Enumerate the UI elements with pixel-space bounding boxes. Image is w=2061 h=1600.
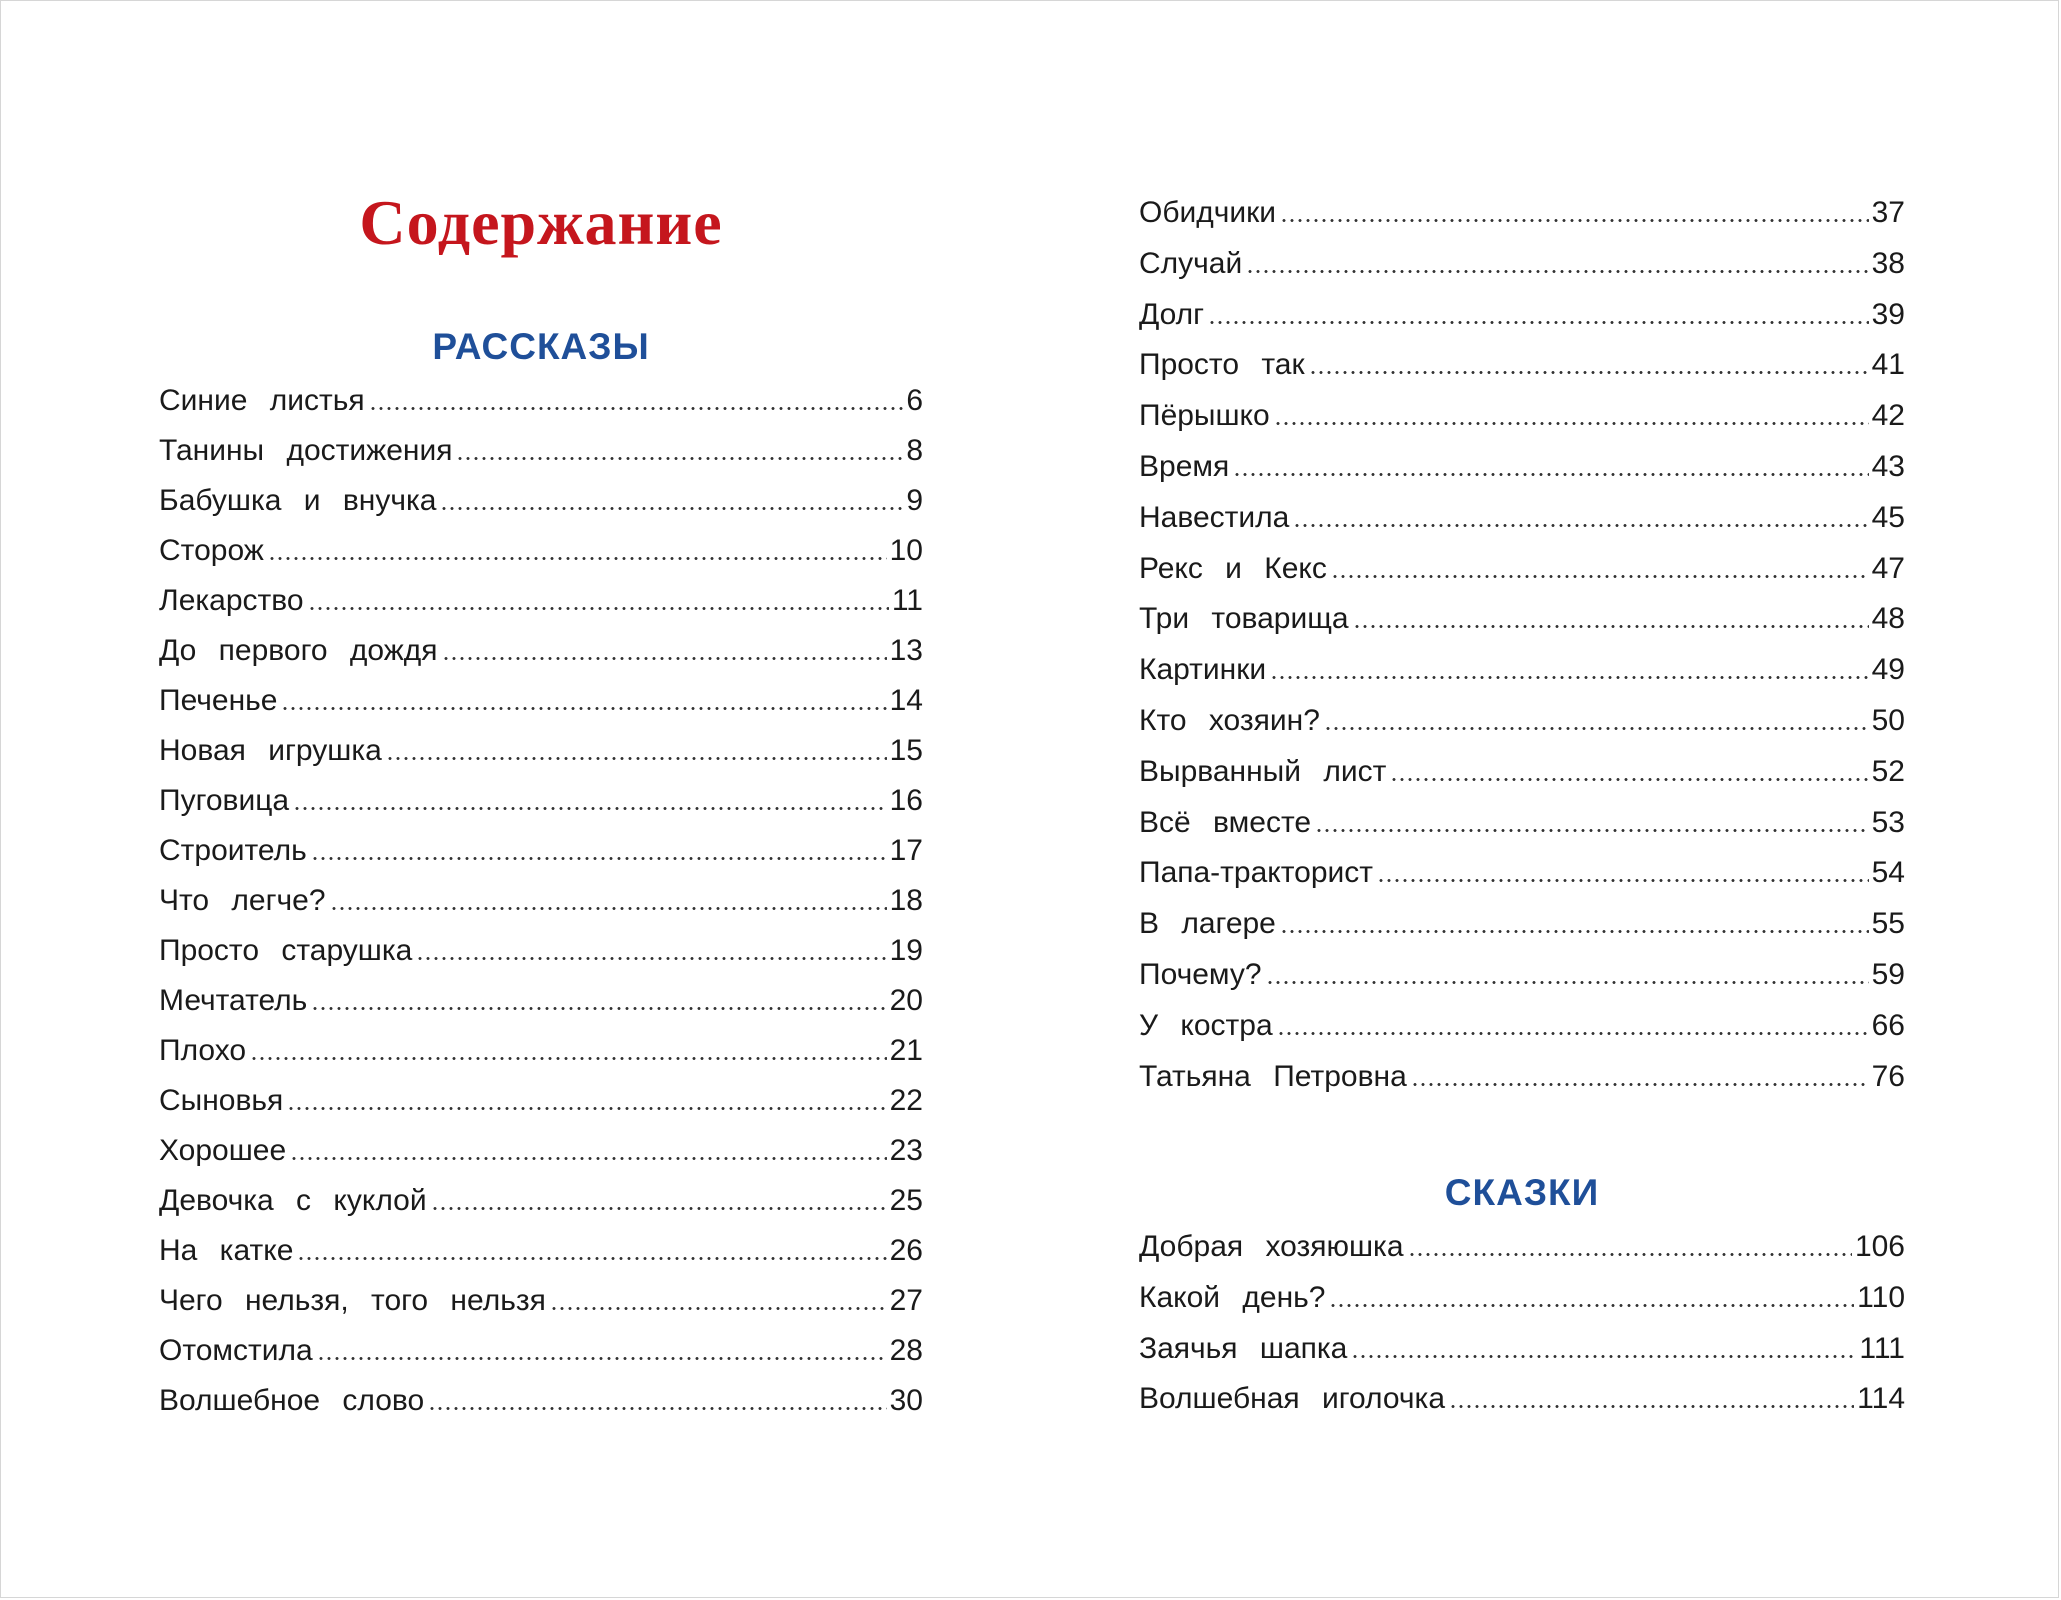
toc-entry-page-number: 106 — [1854, 1230, 1905, 1263]
toc-entry-page-number: 48 — [1871, 602, 1905, 636]
toc-entry-page-number: 6 — [906, 384, 923, 417]
dot-leader — [1315, 829, 1869, 832]
toc-entry-title: Обидчики — [1139, 196, 1277, 229]
toc-entry — [1139, 340, 1905, 391]
toc-entry-page-number: 15 — [889, 734, 923, 767]
dot-leader — [1408, 1253, 1852, 1256]
toc-entry-title: Хорошее — [159, 1134, 287, 1167]
dot-leader — [311, 857, 887, 860]
toc-entry-page-number: 8 — [906, 434, 923, 467]
toc-entry-title: Почему? — [1139, 957, 1262, 991]
toc-entry-page-number: 59 — [1871, 957, 1905, 991]
toc-list-skazki — [1139, 1222, 1905, 1425]
dot-leader — [290, 1157, 886, 1160]
toc-entry-title: В лагере — [1139, 907, 1276, 941]
toc-entry-title: Волшебная иголочка — [1139, 1382, 1446, 1416]
dot-leader — [1411, 1083, 1869, 1086]
toc-entry-title: Просто старушка — [159, 934, 413, 967]
toc-entry — [1139, 290, 1905, 341]
toc-entry — [1139, 747, 1905, 798]
toc-entry-title: Мечтатель — [159, 984, 308, 1017]
toc-entry-page-number: 9 — [906, 484, 923, 517]
toc-entry-page-number: 49 — [1871, 653, 1905, 687]
toc-entry — [1139, 1374, 1905, 1425]
toc-entry — [1139, 391, 1905, 442]
toc-entry — [1139, 696, 1905, 747]
toc-entry — [159, 1376, 923, 1426]
toc-entry — [159, 876, 923, 926]
dot-leader — [1324, 727, 1869, 730]
toc-entry — [159, 376, 923, 426]
toc-entry-page-number: 76 — [1871, 1059, 1905, 1093]
toc-entry-title: Сторож — [159, 534, 264, 567]
toc-entry-page-number: 30 — [889, 1384, 923, 1417]
dot-leader — [1280, 219, 1869, 222]
dot-leader — [1309, 371, 1869, 374]
dot-leader — [297, 1257, 886, 1260]
toc-entry-page-number: 50 — [1871, 703, 1905, 737]
toc-entry-page-number: 17 — [889, 834, 923, 867]
toc-entry-page-number: 19 — [889, 934, 923, 967]
dot-leader — [1270, 676, 1868, 679]
toc-entry — [1139, 442, 1905, 493]
toc-entry — [159, 1026, 923, 1076]
toc-entry-page-number: 111 — [1859, 1331, 1905, 1365]
toc-entry-title: Кто хозяин? — [1139, 703, 1320, 737]
toc-entry-page-number: 66 — [1871, 1008, 1905, 1042]
dot-leader — [268, 557, 887, 560]
toc-entry-title: Добрая хозяюшка — [1139, 1230, 1404, 1263]
dot-leader — [330, 907, 887, 910]
toc-entry-title: У костра — [1139, 1008, 1273, 1042]
dot-leader — [386, 757, 887, 760]
toc-entry-title: Танины достижения — [159, 434, 453, 467]
toc-entry — [159, 526, 923, 576]
toc-entry-page-number: 10 — [889, 534, 923, 567]
dot-leader — [1331, 575, 1869, 578]
toc-entry — [159, 926, 923, 976]
toc-entry-title: Печенье — [159, 684, 278, 717]
toc-entry — [159, 576, 923, 626]
toc-entry-page-number: 11 — [891, 584, 923, 617]
toc-entry-title: Девочка с куклой — [159, 1184, 427, 1217]
toc-entry-page-number: 25 — [889, 1184, 923, 1217]
dot-leader — [1277, 1032, 1869, 1035]
toc-entry-page-number: 42 — [1871, 399, 1905, 433]
toc-entry-page-number: 39 — [1871, 297, 1905, 331]
toc-entry-title: Новая игрушка — [159, 734, 382, 767]
toc-entry-title: Синие листья — [159, 384, 365, 417]
page-title: Содержание — [359, 187, 723, 258]
dot-leader — [1274, 422, 1869, 425]
toc-entry — [1139, 950, 1905, 1001]
toc-entry-page-number: 37 — [1871, 196, 1905, 229]
toc-entry — [159, 676, 923, 726]
toc-entry — [159, 1326, 923, 1376]
toc-entry — [1139, 1001, 1905, 1052]
toc-entry-page-number: 14 — [889, 684, 923, 717]
toc-entry-title: Волшебное слово — [159, 1384, 425, 1417]
dot-leader — [550, 1307, 887, 1310]
section-heading-rasskazy: РАССКАЗЫ — [432, 326, 650, 367]
toc-entry-page-number: 23 — [889, 1134, 923, 1167]
toc-entry — [159, 1226, 923, 1276]
dot-leader — [1246, 270, 1868, 273]
toc-entry — [1139, 594, 1905, 645]
toc-entry-title: Пёрышко — [1139, 399, 1270, 433]
dot-leader — [1280, 930, 1869, 933]
toc-entry-title: Чего нельзя, того нельзя — [159, 1284, 546, 1317]
toc-entry-title: Три товарища — [1139, 602, 1349, 636]
toc-entry-page-number: 27 — [889, 1284, 923, 1317]
toc-entry — [1139, 188, 1905, 239]
toc-entry-title: Время — [1139, 449, 1230, 483]
toc-entry — [159, 1076, 923, 1126]
dot-leader — [311, 1007, 886, 1010]
toc-entry-page-number: 55 — [1871, 907, 1905, 941]
toc-entry — [159, 826, 923, 876]
toc-entry-title: Пуговица — [159, 784, 290, 817]
toc-entry — [159, 1276, 923, 1326]
toc-entry — [159, 726, 923, 776]
toc-entry — [1139, 798, 1905, 849]
dot-leader — [1351, 1355, 1856, 1358]
toc-entry-page-number: 45 — [1871, 500, 1905, 534]
toc-entry-title: Татьяна Петровна — [1139, 1059, 1407, 1093]
toc-entry-page-number: 22 — [889, 1084, 923, 1117]
toc-entry-title: Вырванный лист — [1139, 754, 1387, 788]
toc-entry-page-number: 20 — [889, 984, 923, 1017]
toc-entry-page-number: 114 — [1857, 1382, 1905, 1416]
dot-leader — [428, 1407, 886, 1410]
toc-entry — [159, 1176, 923, 1226]
dot-leader — [1266, 981, 1869, 984]
toc-list-rasskazy-left — [159, 376, 923, 1426]
dot-leader — [250, 1057, 887, 1060]
toc-entry — [1139, 1273, 1905, 1324]
toc-entry — [1139, 1222, 1905, 1273]
toc-entry-page-number: 43 — [1871, 449, 1905, 483]
toc-entry-title: Картинки — [1139, 653, 1267, 687]
toc-entry-title: Случай — [1139, 246, 1243, 280]
toc-entry-title: Лекарство — [159, 584, 304, 617]
toc-entry — [1139, 645, 1905, 696]
toc-entry — [1139, 848, 1905, 899]
toc-entry-title: Бабушка и внучка — [159, 484, 437, 517]
toc-entry-page-number: 21 — [889, 1034, 923, 1067]
toc-entry-title: Навестила — [1139, 500, 1290, 534]
toc-entry — [159, 976, 923, 1026]
dot-leader — [308, 607, 889, 610]
toc-entry-page-number: 28 — [889, 1334, 923, 1367]
toc-entry — [159, 626, 923, 676]
toc-entry — [159, 776, 923, 826]
dot-leader — [1293, 524, 1868, 527]
dot-leader — [1208, 321, 1868, 324]
section-heading-skazki: СКАЗКИ — [1444, 1172, 1600, 1213]
toc-entry — [1139, 899, 1905, 950]
dot-leader — [1377, 879, 1869, 882]
toc-entry-title: Сыновья — [159, 1084, 284, 1117]
dot-leader — [1449, 1405, 1854, 1408]
dot-leader — [456, 457, 903, 460]
toc-entry — [1139, 544, 1905, 595]
toc-entry-title: Долг — [1139, 297, 1205, 331]
toc-entry-title: Заячья шапка — [1139, 1331, 1348, 1365]
dot-leader — [416, 957, 886, 960]
dot-leader — [440, 507, 903, 510]
toc-entry-title: Отомстила — [159, 1334, 313, 1367]
toc-entry-page-number: 47 — [1871, 551, 1905, 585]
dot-leader — [1390, 778, 1868, 781]
toc-entry-page-number: 41 — [1871, 348, 1905, 382]
toc-entry-title: На катке — [159, 1234, 294, 1267]
toc-entry — [159, 476, 923, 526]
toc-entry-page-number: 38 — [1871, 246, 1905, 280]
dot-leader — [1233, 473, 1868, 476]
dot-leader — [369, 407, 904, 410]
toc-entry-title: Какой день? — [1139, 1280, 1326, 1314]
toc-entry-title: Плохо — [159, 1034, 247, 1067]
toc-entry-title: Что легче? — [159, 884, 326, 917]
dot-leader — [287, 1107, 886, 1110]
dot-leader — [431, 1207, 887, 1210]
toc-entry — [159, 426, 923, 476]
toc-entry-page-number: 16 — [889, 784, 923, 817]
toc-entry-title: Всё вместе — [1139, 805, 1312, 839]
toc-entry-page-number: 52 — [1871, 754, 1905, 788]
toc-entry-page-number: 53 — [1871, 805, 1905, 839]
toc-list-rasskazy-right — [1139, 188, 1905, 1102]
toc-entry — [1139, 493, 1905, 544]
toc-entry-page-number: 54 — [1871, 856, 1905, 890]
toc-entry-title: Рекс и Кекс — [1139, 551, 1327, 585]
dot-leader — [1353, 625, 1869, 628]
dot-leader — [442, 657, 887, 660]
toc-entry-page-number: 13 — [889, 634, 923, 667]
toc-entry-title: Строитель — [159, 834, 307, 867]
toc-entry-title: До первого дождя — [159, 634, 438, 667]
dot-leader — [281, 707, 886, 710]
dot-leader — [1329, 1304, 1854, 1307]
toc-entry-page-number: 26 — [889, 1234, 923, 1267]
toc-entry-page-number: 18 — [889, 884, 923, 917]
toc-entry — [1139, 1052, 1905, 1103]
toc-entry-title: Просто так — [1139, 348, 1305, 382]
dot-leader — [293, 807, 887, 810]
toc-entry — [1139, 239, 1905, 290]
toc-entry — [1139, 1324, 1905, 1375]
toc-entry-page-number: 110 — [1857, 1280, 1905, 1314]
toc-entry-title: Папа-тракторист — [1139, 856, 1374, 890]
dot-leader — [317, 1357, 887, 1360]
toc-entry — [159, 1126, 923, 1176]
